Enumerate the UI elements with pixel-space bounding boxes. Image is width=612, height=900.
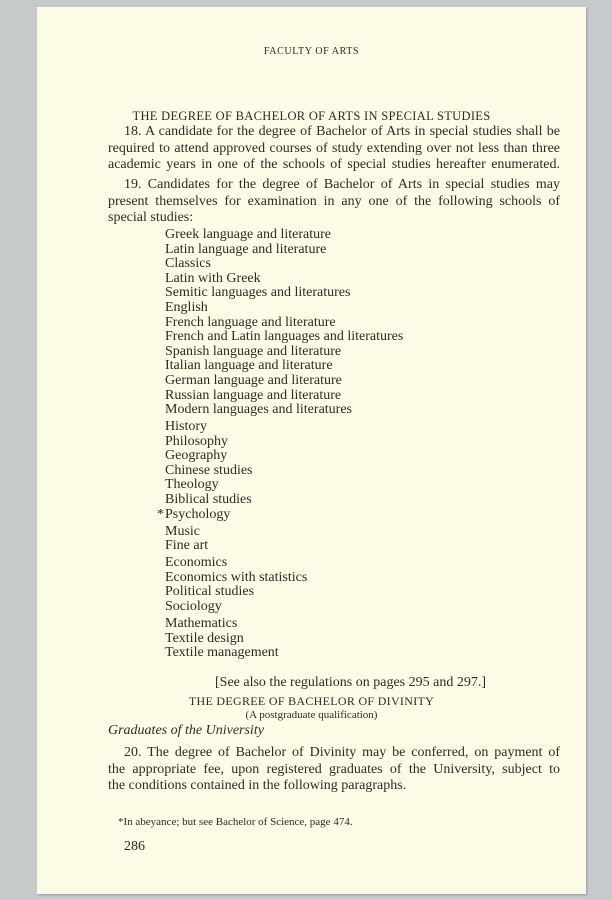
paragraph-line: required to attend approved courses of study extending over not less than three (108, 140, 560, 156)
list-item: Chinese studies (165, 462, 253, 478)
section-subheading: (A postgraduate qualification) (245, 709, 378, 721)
paragraph-line: special studies: (108, 210, 194, 225)
section-heading-special-studies: THE DEGREE OF BACHELOR OF ARTS IN SPECIAL STUDIES (132, 109, 491, 123)
running-head: FACULTY OF ARTS (263, 46, 360, 57)
italic-subheading: Graduates of the University (108, 723, 264, 738)
list-item: History (165, 419, 207, 435)
paragraph-line: the appropriate fee, upon registered graduates of the University, subject to (108, 761, 560, 777)
list-item: German language and literature (165, 372, 342, 388)
list-item: French language and literature (165, 314, 336, 330)
list-item: Economics with statistics (165, 569, 308, 585)
list-item: Music (165, 523, 200, 539)
paragraph-line: present themselves for examination in any one of the following schools of (108, 193, 560, 209)
paragraph-line: 19. Candidates for the degree of Bachelor of Arts in special studies may (124, 177, 560, 192)
list-item: Biblical studies (165, 492, 252, 508)
paragraph-line: the conditions contained in the following paragraphs. (108, 778, 407, 793)
paragraph-line: 18. A candidate for the degree of Bachelor of Arts in special studies shall be (124, 124, 560, 139)
paragraph-line: 20. The degree of Bachelor of Divinity may be conferred, on payment of (124, 745, 560, 760)
list-item: Russian language and literature (165, 387, 342, 403)
list-item: Geography (165, 448, 228, 464)
list-item: Textile design (165, 630, 244, 646)
paragraph-20 (108, 745, 560, 795)
paragraph-18 (108, 124, 560, 174)
paragraph-line: academic years in one of the schools of special studies hereafter enumerated. (108, 157, 560, 172)
footnote-star-marker: * (157, 506, 164, 522)
list-item: Fine art (165, 538, 209, 554)
list-item: Mathematics (165, 616, 238, 631)
list-item: French and Latin languages and literatures (165, 329, 404, 345)
list-item: Philosophy (165, 433, 229, 449)
paragraph-19 (108, 177, 560, 227)
list-item-label: Psychology (165, 506, 231, 522)
see-also-note: [See also the regulations on pages 295 and 297.] (215, 675, 486, 690)
list-item: Modern languages and literatures (165, 402, 352, 418)
section-heading-divinity: THE DEGREE OF BACHELOR OF DIVINITY (188, 694, 435, 708)
list-item: Classics (165, 256, 211, 272)
list-item: Sociology (165, 599, 222, 615)
book-page (37, 7, 586, 894)
list-item: Spanish language and literature (165, 343, 342, 359)
list-item-starred (157, 506, 403, 523)
list-item: Latin with Greek (165, 270, 261, 286)
list-item: Economics (165, 555, 228, 571)
list-item: Political studies (165, 584, 255, 600)
list-item: Semitic languages and literatures (165, 285, 351, 301)
list-item: Theology (165, 477, 219, 493)
list-item: Greek language and literature (165, 227, 331, 242)
page-number: 286 (124, 839, 145, 854)
list-item: Textile management (165, 645, 279, 661)
list-item: Latin language and literature (165, 241, 327, 257)
list-item: English (165, 299, 208, 315)
special-studies-list (157, 227, 404, 661)
footnote: *In abeyance; but see Bachelor of Science, page 474. (118, 816, 353, 828)
list-item: Italian language and literature (165, 358, 333, 374)
